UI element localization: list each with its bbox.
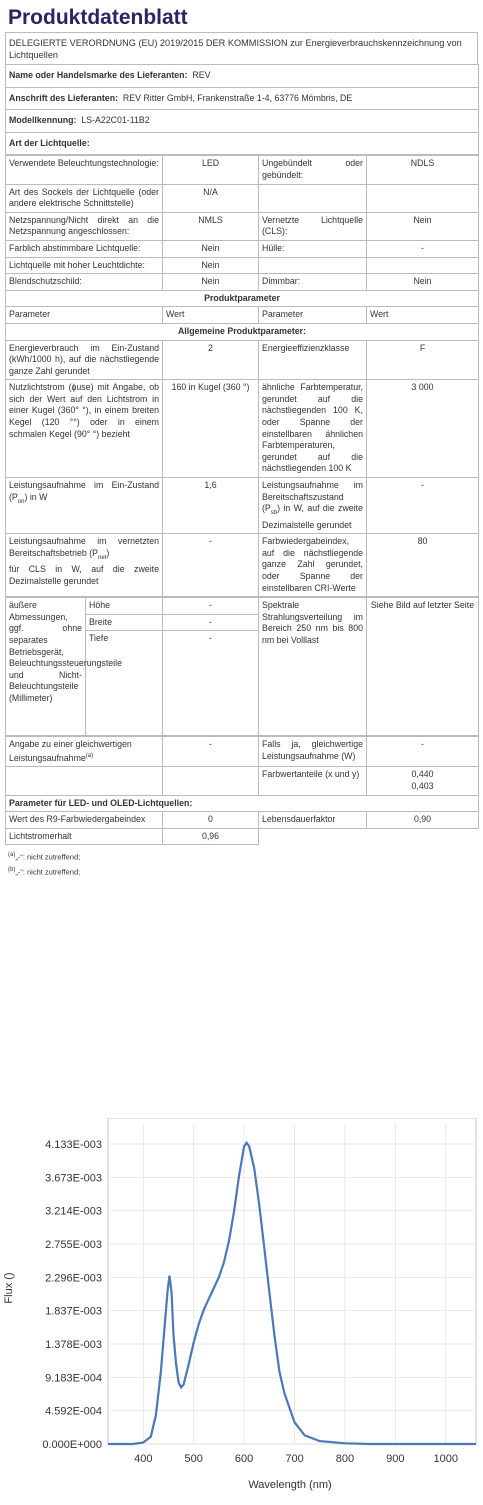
empty-cell xyxy=(163,767,259,795)
r9-label: Wert des R9-Farbwiedergabeindex xyxy=(6,812,163,829)
r9-value: 0 xyxy=(163,812,259,829)
model-label: Modellkennung: xyxy=(9,115,77,126)
supplier-table xyxy=(5,64,479,155)
tech-label: Verwendete Beleuchtungstechnologie: xyxy=(6,156,163,184)
flux-label: Nutzlichtstrom (ɸuse) mit Angabe, ob sich der Wert auf den Lichtstrom in einer Kugel (360° °), in einem breiten Kegel (120 °°) oder in einem schmalen Kegel (90° °) bezieht xyxy=(6,380,163,478)
y-tick-label: 1.378E-003 xyxy=(45,1338,102,1351)
y-axis-label: Flux () xyxy=(3,1272,15,1304)
width-label: Breite xyxy=(86,614,163,631)
glare-label: Blendschutzschild: xyxy=(6,274,163,291)
light-type-heading: Art der Lichtquelle: xyxy=(6,132,479,155)
equivalent-table xyxy=(5,736,479,845)
cct-label: ähnliche Farbtemperatur, gerundet auf die nächstliegenden 100 K, oder Spanne der einstellbaren ähnlichen Farbtemperaturen, gerundet auf die nächstliegenden 100 K xyxy=(259,380,367,478)
y-tick-label: 0.000E+000 xyxy=(42,1439,102,1451)
psb-value: - xyxy=(367,478,479,534)
supplier-name-row xyxy=(6,65,479,88)
dim-label: Dimmbar: xyxy=(259,274,367,291)
eclass-value: F xyxy=(367,340,479,380)
empty-cell xyxy=(367,257,479,274)
x-tick-label: 700 xyxy=(285,1453,304,1465)
maint-value: 0,96 xyxy=(163,828,259,845)
x-tick-label: 600 xyxy=(234,1453,254,1465)
x-axis-label: Wavelength (nm) xyxy=(248,1479,332,1491)
depth-value: - xyxy=(163,631,259,736)
x-tick-label: 1000 xyxy=(433,1453,458,1465)
supplier-address-row xyxy=(6,87,479,110)
regulation-text: DELEGIERTE VERORDNUNG (EU) 2019/2015 DER KOMMISSION zur Energieverbrauchskennzeichnung von Lichtquellen xyxy=(5,32,478,64)
cls-value: Nein xyxy=(367,212,479,240)
energy-label: Energieverbrauch im Ein-Zustand (kWh/1000 h), auf die nächstliegende ganze Zahl gerundet xyxy=(6,340,163,380)
dims-label: äußere Abmessungen, ggf. ohne separates Betriebsgerät, Beleuchtungssteuerungsteile und Nicht-Beleuchtungsteile (Millimeter) xyxy=(6,598,86,736)
x-tick-label: 900 xyxy=(386,1453,405,1465)
spectrum-svg xyxy=(0,1118,483,1500)
col-param-1: Parameter xyxy=(6,307,163,324)
y-tick-label: 2.296E-003 xyxy=(45,1272,102,1285)
pon-label: Leistungsaufnahme im Ein-Zustand $(P_{on})$ in W xyxy=(6,478,163,534)
supplier-address-label: Anschrift des Lieferanten: xyxy=(9,92,119,103)
equiv-label: Angabe zu einer gleichwertigen Leistungsaufnahme$^{(a)}$ xyxy=(6,737,163,767)
dimensions-table xyxy=(5,597,479,736)
cri-value: 80 xyxy=(367,534,479,597)
spectral-value: Siehe Bild auf letzter Seite xyxy=(367,598,479,736)
y-tick-label: 9.183E-004 xyxy=(45,1372,102,1385)
ifyes-label: Falls ja, gleichwertige Leistungsaufnahme (W) xyxy=(259,737,367,767)
spectrum-chart xyxy=(0,1118,483,1500)
depth-label: Tiefe xyxy=(86,631,163,736)
blank xyxy=(367,828,479,845)
mains-label: Netzspannung/Nicht direkt an die Netzspannung angeschlossen: xyxy=(6,212,163,240)
chroma-value: 0,440 0,403 xyxy=(367,767,479,795)
eclass-label: Energieeffizienzklasse xyxy=(259,340,367,380)
footnote-b: $^{(b)}$„-“: nicht zutreffend; xyxy=(8,866,81,877)
col-value-2: Wert xyxy=(367,307,479,324)
supplier-name-label: Name oder Handelsmarke des Lieferanten: xyxy=(9,70,188,80)
envelope-label: Hülle: xyxy=(259,240,367,257)
spectral-label: Spektrale Strahlungsverteilung im Bereich 250 nm bis 800 nm bei Volllast xyxy=(259,598,367,736)
plot-area xyxy=(108,1118,476,1444)
unbundled-value: NDLS xyxy=(367,156,479,184)
empty-cell xyxy=(259,257,367,274)
tunable-value: Nein xyxy=(163,240,259,257)
product-params-heading: Produktparameter xyxy=(6,290,479,307)
maint-label: Lichtstromerhalt xyxy=(6,828,163,845)
equiv-value: - xyxy=(163,737,259,767)
empty-cell xyxy=(367,184,479,212)
glare-value: Nein xyxy=(163,274,259,291)
y-tick-label: 3.673E-003 xyxy=(45,1172,102,1185)
col-value-1: Wert xyxy=(163,307,259,324)
flux-value: 160 in Kugel (360 °) xyxy=(163,380,259,478)
pnet-value: - xyxy=(163,534,259,597)
unbundled-label: Ungebündelt oder gebündelt: xyxy=(259,156,367,184)
socket-label: Art des Sockels der Lichtquelle (oder andere elektrische Schnittstelle) xyxy=(6,184,163,212)
empty-cell xyxy=(6,767,163,795)
pon-value: 1,6 xyxy=(163,478,259,534)
col-param-2: Parameter xyxy=(259,307,367,324)
dim-value: Nein xyxy=(367,274,479,291)
empty-cell xyxy=(259,184,367,212)
y-tick-label: 4.592E-004 xyxy=(45,1405,102,1418)
pnet-label: Leistungsaufnahme im vernetzten Bereitschaftsbetrieb $(P_{net})$ für CLS in W, auf die zweite Dezimalstelle gerundet xyxy=(6,534,163,597)
highlum-label: Lichtquelle mit hoher Leuchtdichte: xyxy=(6,257,163,274)
blank xyxy=(259,828,367,845)
height-value: - xyxy=(163,598,259,615)
led-heading: Parameter für LED- und OLED-Lichtquellen: xyxy=(6,795,479,812)
footnote-a: $^{(a)}$„-“: nicht zutreffend; xyxy=(8,852,81,862)
light-source-table xyxy=(5,155,479,597)
width-value: - xyxy=(163,614,259,631)
y-tick-label: 3.214E-003 xyxy=(45,1205,102,1218)
height-label: Höhe xyxy=(86,598,163,615)
x-tick-label: 500 xyxy=(184,1453,203,1465)
y-tick-label: 2.755E-003 xyxy=(45,1239,102,1252)
envelope-value: - xyxy=(367,240,479,257)
cct-value: 3 000 xyxy=(367,380,479,478)
highlum-value: Nein xyxy=(163,257,259,274)
page-title: Produktdatenblatt xyxy=(8,6,188,29)
model-row xyxy=(6,110,479,133)
supplier-address-value: REV Ritter GmbH, Frankenstraße 1-4, 63776 Mömbris, DE xyxy=(122,92,353,103)
chroma-label: Farbwertanteile (x und y) xyxy=(259,767,367,795)
socket-value: N/A xyxy=(163,184,259,212)
life-value: 0,90 xyxy=(367,812,479,829)
energy-value: 2 xyxy=(163,340,259,380)
life-label: Lebensdauerfaktor xyxy=(259,812,367,829)
tech-value: LED xyxy=(163,156,259,184)
x-tick-label: 400 xyxy=(134,1453,153,1465)
cls-label: Vernetzte Lichtquelle (CLS): xyxy=(259,212,367,240)
cri-label: Farbwiedergabeindex, auf die nächstliegende ganze Zahl gerundet, oder Spanne der einstellbaren CRI-Werte xyxy=(259,534,367,597)
general-heading: Allgemeine Produktparameter: xyxy=(6,323,479,340)
ifyes-value: - xyxy=(367,737,479,767)
model-value: LS-A22C01-11B2 xyxy=(81,115,150,126)
psb-label: Leistungsaufnahme im Bereitschaftszustand $(P_{sb})$ in W, auf die zweite Dezimalstelle gerundet xyxy=(259,478,367,534)
x-tick-label: 800 xyxy=(335,1453,355,1465)
datasheet xyxy=(5,4,478,878)
mains-value: NMLS xyxy=(163,212,259,240)
y-tick-label: 4.133E-003 xyxy=(45,1139,102,1151)
y-tick-label: 1.837E-003 xyxy=(45,1305,102,1318)
supplier-name-value: REV xyxy=(192,70,211,80)
tunable-label: Farblich abstimmbare Lichtquelle: xyxy=(6,240,163,257)
